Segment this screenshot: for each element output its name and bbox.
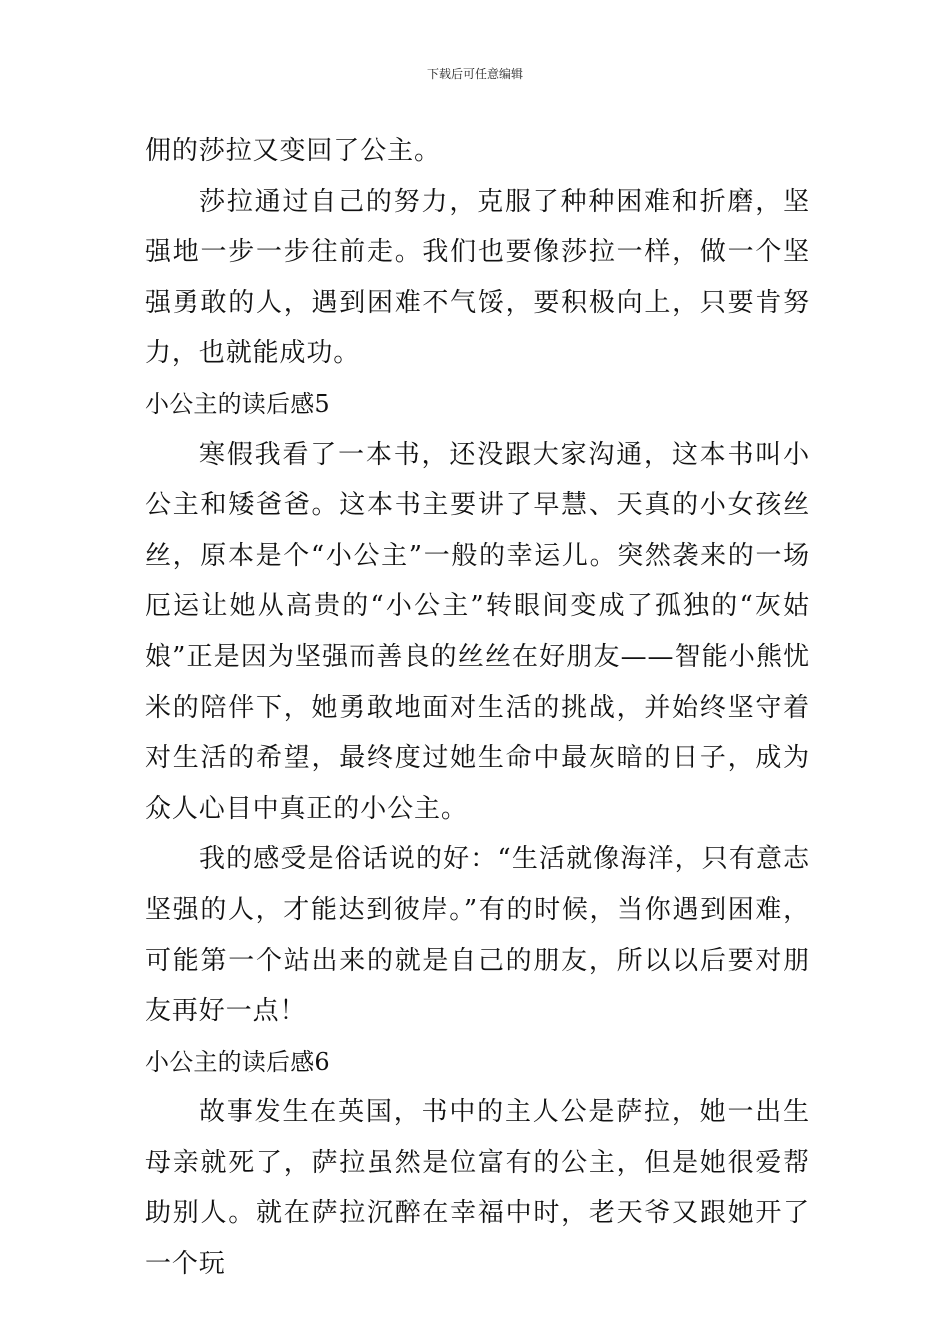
section-heading: 小公主的读后感6 [145, 1047, 330, 1076]
paragraph: 寒假我看了一本书，还没跟大家沟通，这本书叫小公主和矮爸爸。这本书主要讲了早慧、天真的小女孩丝丝，原本是个“小公主”一般的幸运儿。突然袭来的一场厄运让她从高贵的“小公主”转眼间变成了孤独的“灰姑娘”正是因为坚强而善良的丝丝在好朋友——智能小熊忧米的陪伴下，她勇敢地面对生活的挑战，并始终坚守着对生活的希望，最终度过她生命中最灰暗的日子，成为众人心目中真正的小公主。 [145, 439, 810, 824]
paragraph: 莎拉通过自己的努力，克服了种种困难和折磨，坚强地一步一步往前走。我们也要像莎拉一样，做一个坚强勇敢的人，遇到困难不气馁，要积极向上，只要肯努力，也就能成功。 [145, 186, 810, 369]
section-heading: 小公主的读后感5 [145, 389, 330, 418]
document-body [145, 126, 810, 1290]
paragraph: 我的感受是俗话说的好：“生活就像海洋，只有意志坚强的人，才能达到彼岸。”有的时候，当你遇到困难，可能第一个站出来的就是自己的朋友，所以以后要对朋友再好一点！ [145, 844, 810, 1027]
page-header: 下载后可任意编辑 [426, 67, 523, 81]
paragraph: 故事发生在英国，书中的主人公是萨拉，她一出生母亲就死了，萨拉虽然是位富有的公主，但是她很爱帮助别人。就在萨拉沉醉在幸福中时，老天爷又跟她开了一个玩 [145, 1097, 810, 1280]
paragraph: 佣的莎拉又变回了公主。 [145, 136, 441, 166]
